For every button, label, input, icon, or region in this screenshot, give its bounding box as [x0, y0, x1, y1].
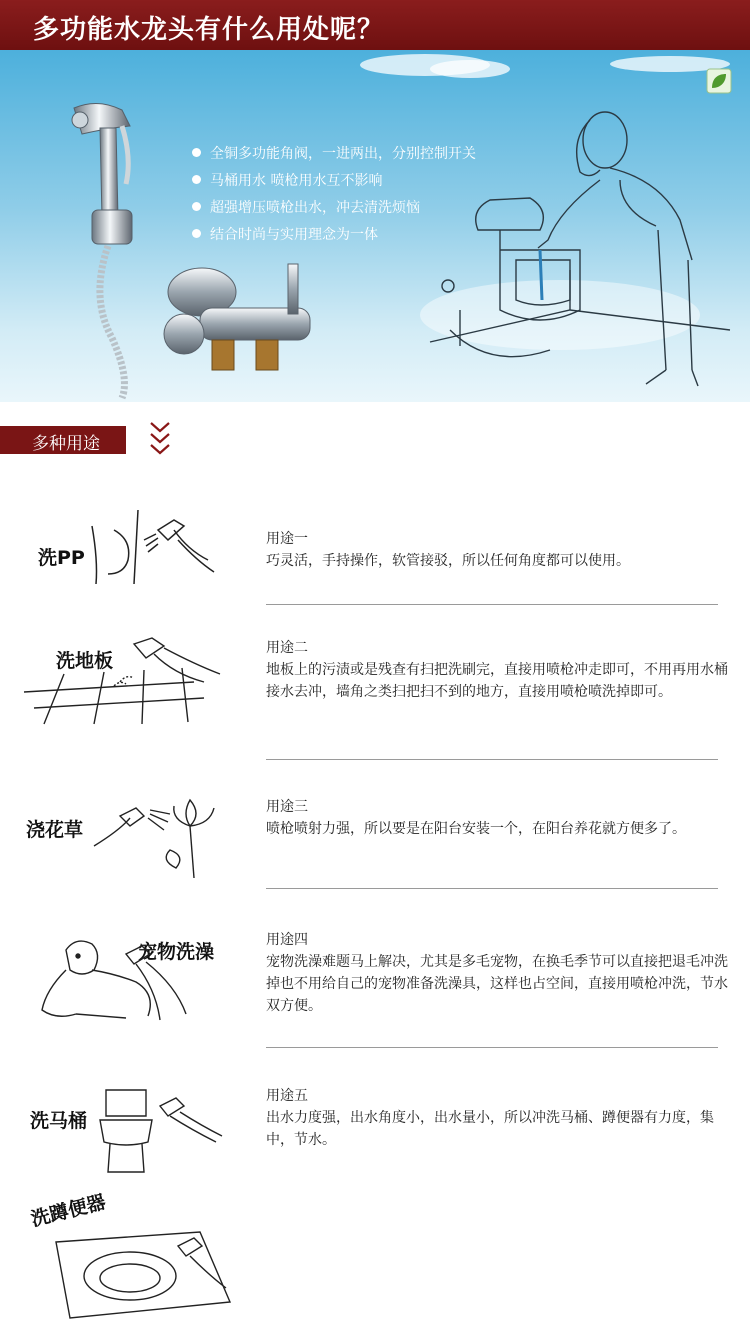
- angle-valve-image: [160, 258, 330, 378]
- usage-description: 宠物洗澡难题马上解决，尤其是多毛宠物，在换毛季节可以直接把退毛冲洗掉也不用给自己的宠物准备洗澡具，这样也占空间，直接用喷枪冲洗，节水双方便。: [266, 954, 728, 1014]
- wash-pp-sketch: [88, 500, 228, 590]
- wash-toilet-sketch: [96, 1086, 226, 1176]
- feature-item: 超强增压喷枪出水，冲去清洗烦恼: [192, 197, 476, 224]
- usage-description: 地板上的污渍或是残查有扫把洗刷完，直接用喷枪冲走即可，不用再用水桶接水去冲，墙角之类扫把扫不到的地方，直接用喷枪喷洗掉即可。: [266, 662, 728, 700]
- usage-text-5: [266, 1085, 736, 1151]
- page-title: 多功能水龙头有什么用处呢？: [33, 15, 385, 45]
- usage-label: 宠物洗澡: [138, 941, 215, 963]
- usage-title: 用途二: [266, 640, 308, 656]
- divider: [266, 888, 718, 889]
- pet-bath-sketch: [36, 930, 226, 1030]
- usage-title: 用途一: [266, 531, 308, 547]
- water-flowers-sketch: [90, 790, 230, 880]
- woman-toilet-sketch: [430, 110, 730, 400]
- usage-title: 用途五: [266, 1088, 308, 1104]
- header-banner: [0, 0, 750, 50]
- usage-label: 洗PP: [38, 547, 85, 569]
- cloud: [430, 60, 510, 78]
- feature-item: 全铜多功能角阀，一进两出，分别控制开关: [192, 143, 476, 170]
- usage-label: 浇花草: [26, 819, 84, 841]
- usage-title: 用途三: [266, 799, 308, 815]
- usage-text-2: [266, 637, 736, 703]
- usage-label: 洗马桶: [30, 1110, 88, 1132]
- divider: [266, 604, 718, 605]
- chevron-down-icon: [148, 420, 172, 460]
- usage-description: 巧灵活，手持操作，软管接驳，所以任何角度都可以使用。: [266, 553, 630, 569]
- usage-title: 用途四: [266, 932, 308, 948]
- usage-description: 喷枪喷射力强，所以要是在阳台安装一个，在阳台养花就方便多了。: [266, 821, 686, 837]
- wash-floor-sketch: [24, 634, 224, 724]
- usage-text-1: [266, 528, 736, 572]
- feature-item: 结合时尚与实用理念为一体: [192, 224, 476, 251]
- feature-item: 马桶用水 喷枪用水互不影响: [192, 170, 476, 197]
- section-title: 多种用途: [32, 434, 100, 454]
- divider: [266, 1047, 718, 1048]
- usage-label: 洗地板: [56, 650, 114, 672]
- divider: [266, 759, 718, 760]
- usage-label: 洗蹲便器: [28, 1191, 108, 1231]
- usage-text-4: [266, 929, 736, 1017]
- usage-text-3: [266, 796, 736, 840]
- leaf-icon: [706, 68, 732, 94]
- section-header: [0, 426, 126, 454]
- wash-squat-toilet-sketch: [50, 1212, 240, 1324]
- hero-banner: [0, 50, 750, 402]
- usage-description: 出水力度强，出水角度小，出水量小，所以冲洗马桶、蹲便器有力度，集中，节水。: [266, 1110, 714, 1148]
